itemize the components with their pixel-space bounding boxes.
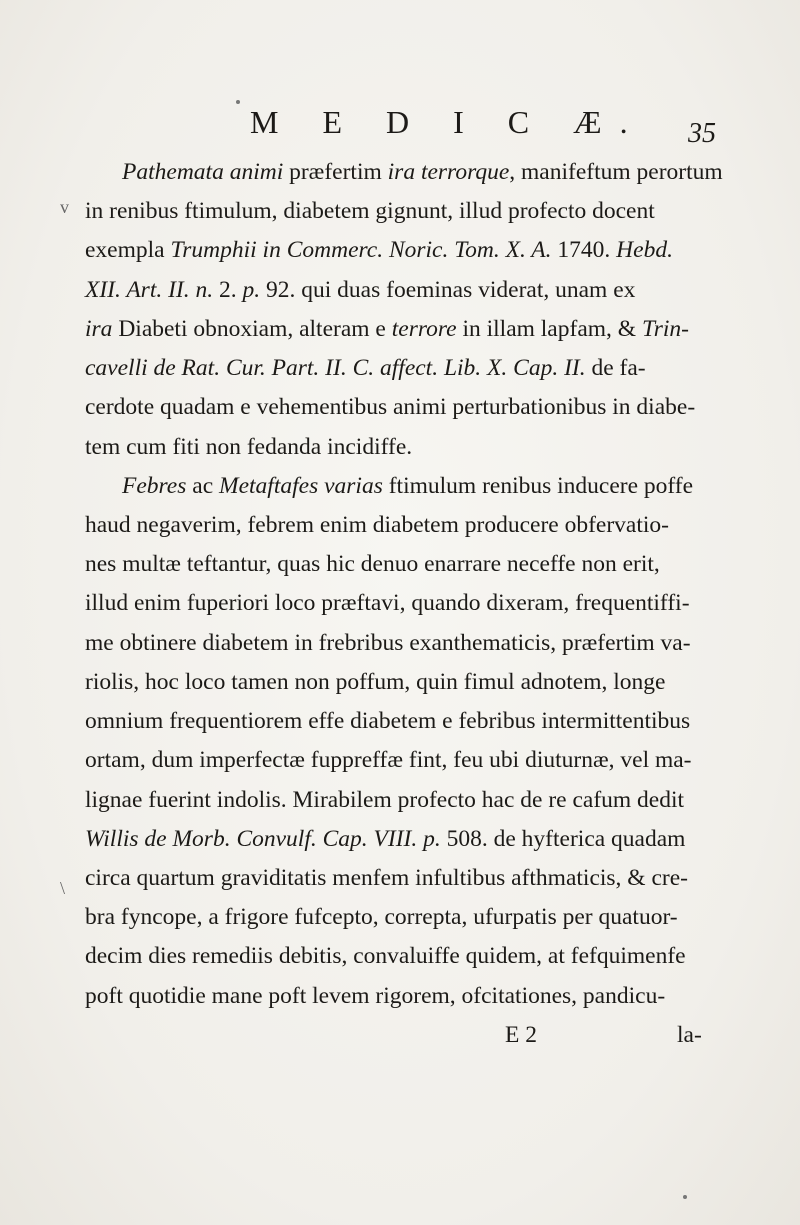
text-run: ftimulum renibus inducere poffe (382, 473, 694, 499)
text-run: exempla (85, 237, 171, 263)
text-run: Diabeti obnoxiam, alteram e (112, 316, 392, 342)
text-line: circa quartum graviditatis menfem infultibus afthmaticis, & cre- (85, 865, 688, 891)
text-run: , manifeftum perortum (509, 159, 723, 185)
text-line (85, 276, 635, 304)
italic-text: ira terrorque (387, 159, 510, 185)
margin-mark: \ (60, 878, 66, 898)
italic-text: Metaftafes varias (219, 473, 383, 499)
text-line (85, 825, 685, 853)
italic-text: XII. Art. II. n. (85, 277, 214, 303)
text-line: decim dies remediis debitis, convaluiffe quidem, at fefquimenfe (85, 943, 686, 969)
text-line: bra fyncope, a frigore fufcepto, correpta, ufurpatis per quatuor- (85, 904, 678, 930)
text-line (122, 158, 723, 186)
page-number: 35 (688, 118, 716, 149)
italic-text: p. (423, 826, 441, 852)
text-run: 2. (213, 277, 243, 303)
italic-text: Febres (122, 473, 187, 499)
catchword: la- (677, 1022, 702, 1048)
text-line (85, 236, 673, 264)
italic-text: Hebd. (616, 237, 673, 263)
text-line: illud enim fuperiori loco præftavi, quando dixeram, frequentiffi- (85, 590, 690, 616)
text-line: omnium frequentiorem effe diabetem e febribus intermittentibus (85, 708, 691, 734)
text-line: tem cum fiti non fedanda incidiffe. (85, 434, 413, 460)
text-line: poft quotidie mane poft levem rigorem, ofcitationes, pandicu- (85, 983, 666, 1009)
text-run: 508. de hyfterica quadam (440, 826, 686, 852)
ink-speck (236, 100, 240, 104)
text-line: haud negaverim, febrem enim diabetem producere obfervatio- (85, 512, 669, 538)
text-line: lignae fuerint indolis. Mirabilem profecto hac de re cafum dedit (85, 787, 685, 813)
italic-text: Trin- (641, 316, 689, 342)
running-title: M E D I C Æ. (250, 104, 646, 140)
text-line: in renibus ftimulum, diabetem gignunt, illud profecto docent (85, 198, 655, 224)
italic-text: cavelli de Rat. Cur. Part. II. C. affect. Lib. X. Cap. II. (85, 355, 586, 381)
text-line: me obtinere diabetem in frebribus exanthematicis, præfertim va- (85, 630, 691, 656)
text-line (85, 354, 646, 382)
text-run: 1740. (551, 237, 617, 263)
text-run: 92. qui duas foeminas viderat, unam ex (260, 277, 636, 303)
italic-text: Willis de Morb. Convulf. Cap. VIII. (85, 826, 418, 852)
text-line: ortam, dum imperfectæ fuppreffæ fint, feu ubi diuturnæ, vel ma- (85, 747, 692, 773)
italic-text: Trumphii in Commerc. Noric. Tom. X. A. (170, 237, 552, 263)
text-line: riolis, hoc loco tamen non poffum, quin fimul adnotem, longe (85, 669, 666, 695)
text-run: ac (186, 473, 220, 499)
text-line (85, 315, 689, 343)
signature-mark: E 2 (505, 1022, 537, 1048)
italic-text: Pathemata animi (122, 159, 284, 185)
ink-speck (683, 1195, 687, 1199)
text-run: in illam lapfam, & (456, 316, 642, 342)
text-run: de fa- (585, 355, 646, 381)
text-line: cerdote quadam e vehementibus animi perturbationibus in diabe- (85, 394, 696, 420)
italic-text: terrore (391, 316, 457, 342)
text-run: præfertim (283, 159, 388, 185)
margin-mark: v (60, 197, 69, 217)
text-line (122, 472, 693, 500)
italic-text: ira (85, 316, 113, 342)
text-line: nes multæ teftantur, quas hic denuo enarrare neceffe non erit, (85, 551, 660, 577)
italic-text: p. (242, 277, 261, 303)
